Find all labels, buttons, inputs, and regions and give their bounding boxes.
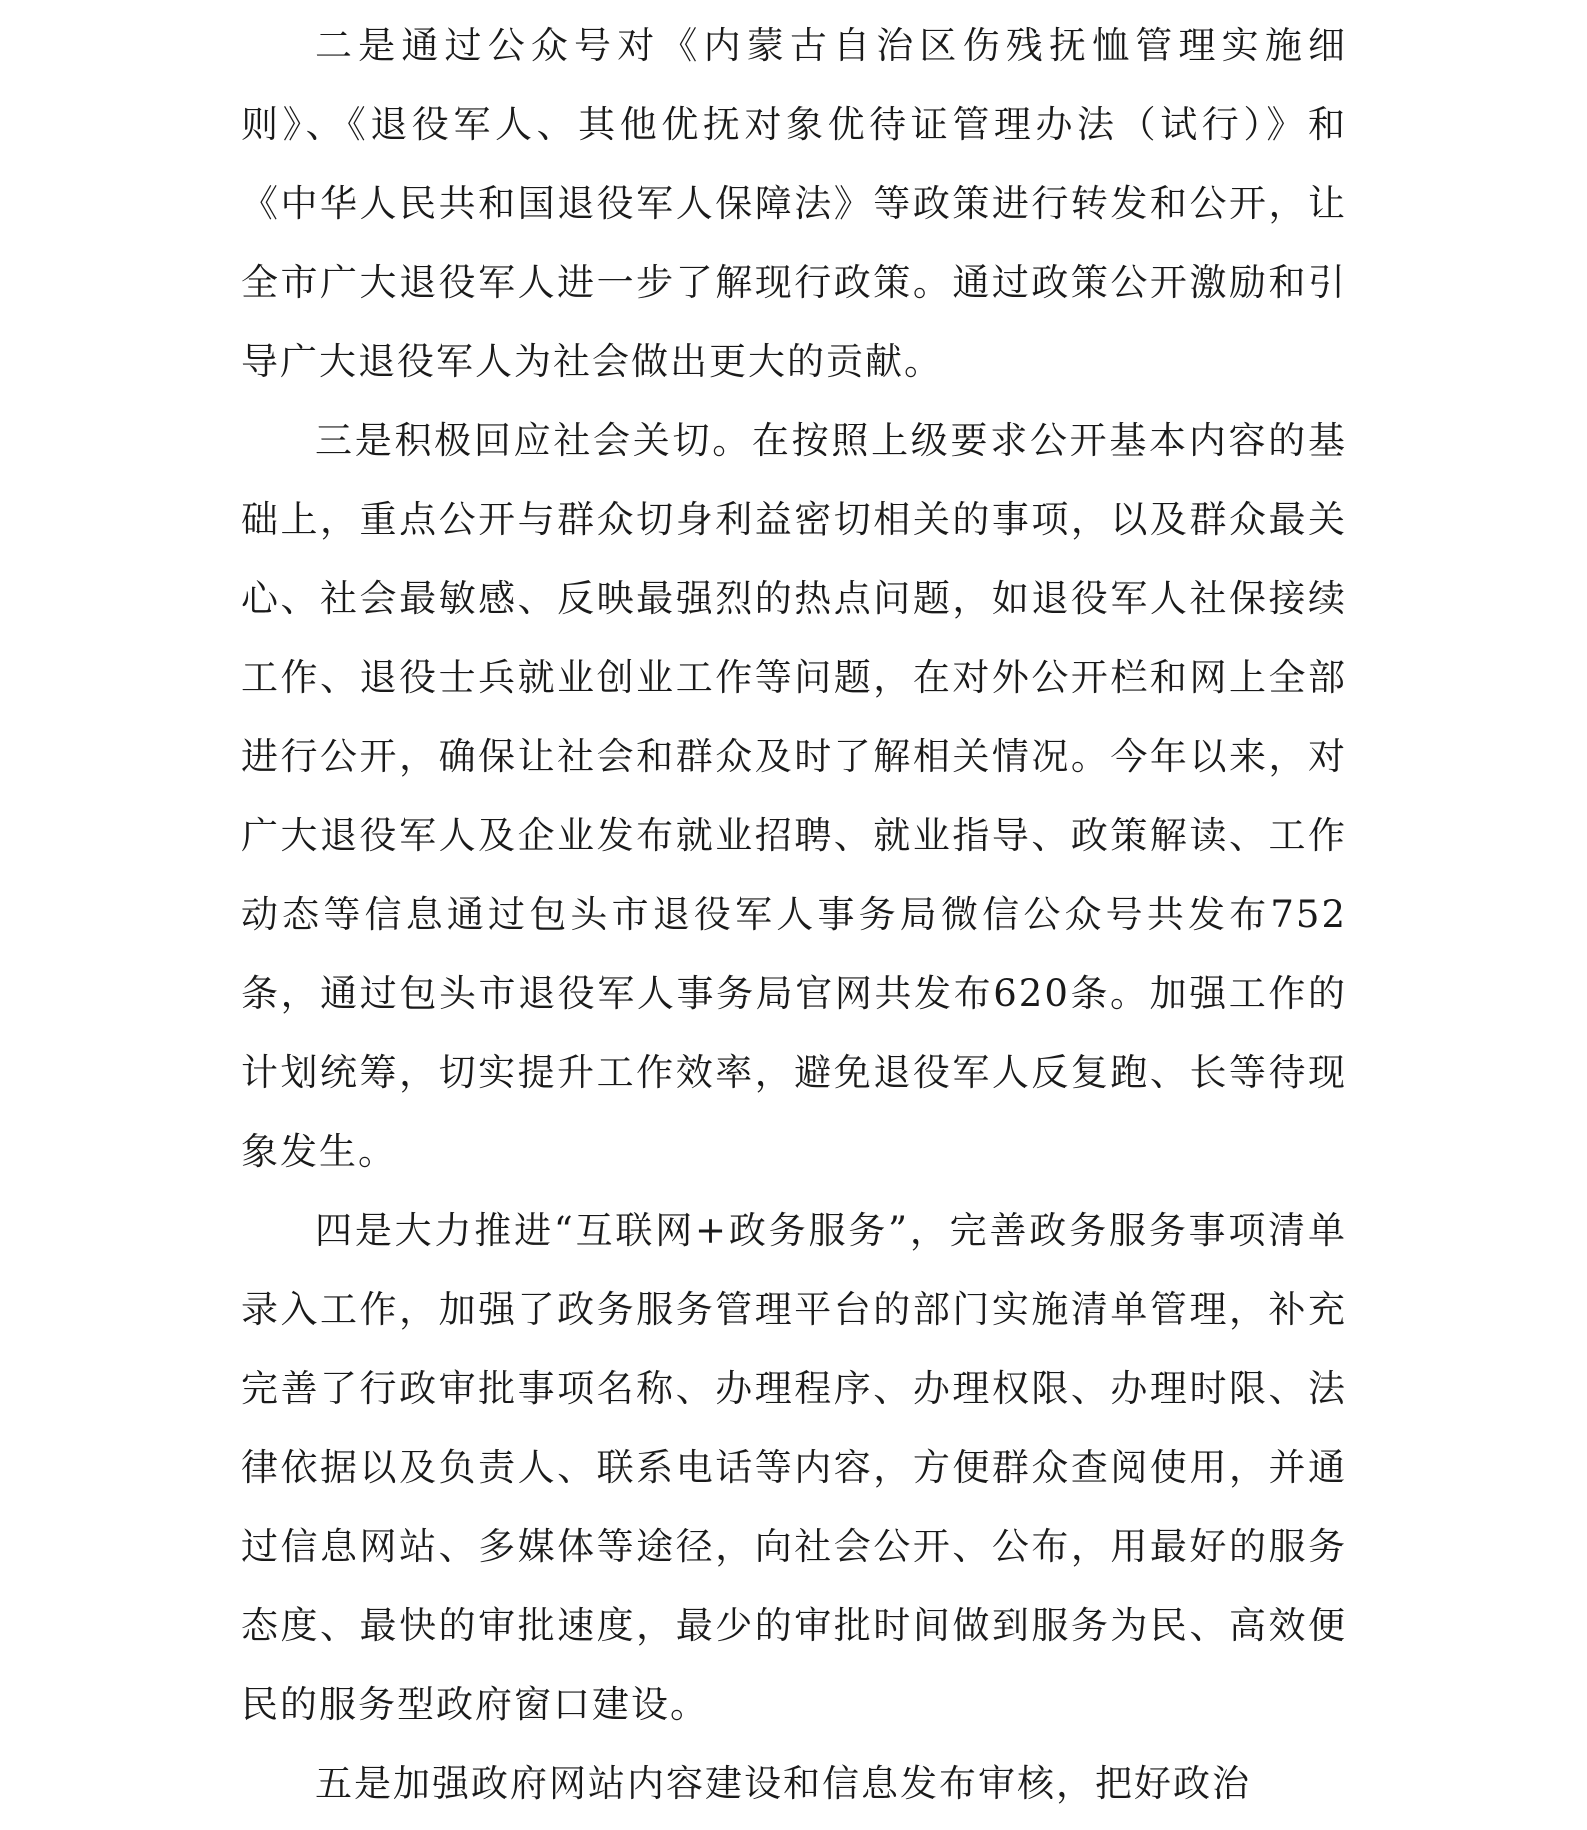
paragraph-internet-government-services: 四是大力推进“互联网+政务服务”，完善政务服务事项清单录入工作，加强了政务服务管理平台的部门实施清单管理，补充完善了行政审批事项名称、办理程序、办理权限、办理时限、法律依据以及负责人、联系电话等内容，方便群众查阅使用，并通过信息网站、多媒体等途径，向社会公开、公布，用最好的服务态度、最快的审批速度，最少的审批时间做到服务为民、高效便民的服务型政府窗口建设。	[241, 1209, 1347, 1726]
document-body	[241, 0, 1347, 1823]
paragraph-social-concerns: 三是积极回应社会关切。在按照上级要求公开基本内容的基础上，重点公开与群众切身利益密切相关的事项，以及群众最关心、社会最敏感、反映最强烈的热点问题，如退役军人社保接续工作、退役士兵就业创业工作等问题，在对外公开栏和网上全部进行公开，确保让社会和群众及时了解相关情况。今年以来，对广大退役军人及企业发布就业招聘、就业指导、政策解读、工作动态等信息通过包头市退役军人事务局微信公众号共发布752条，通过包头市退役军人事务局官网共发布620条。加强工作的计划统筹，切实提升工作效率，避免退役军人反复跑、长等待现象发生。	[241, 419, 1347, 1173]
paragraph-website-content: 五是加强政府网站内容建设和信息发布审核，把好政治	[315, 1762, 1251, 1805]
paragraph-policy-publicity: 二是通过公众号对《内蒙古自治区伤残抚恤管理实施细则》、《退役军人、其他优抚对象优待证管理办法（试行）》和《中华人民共和国退役军人保障法》等政策进行转发和公开，让全市广大退役军人进一步了解现行政策。通过政策公开激励和引导广大退役军人为社会做出更大的贡献。	[241, 24, 1347, 383]
